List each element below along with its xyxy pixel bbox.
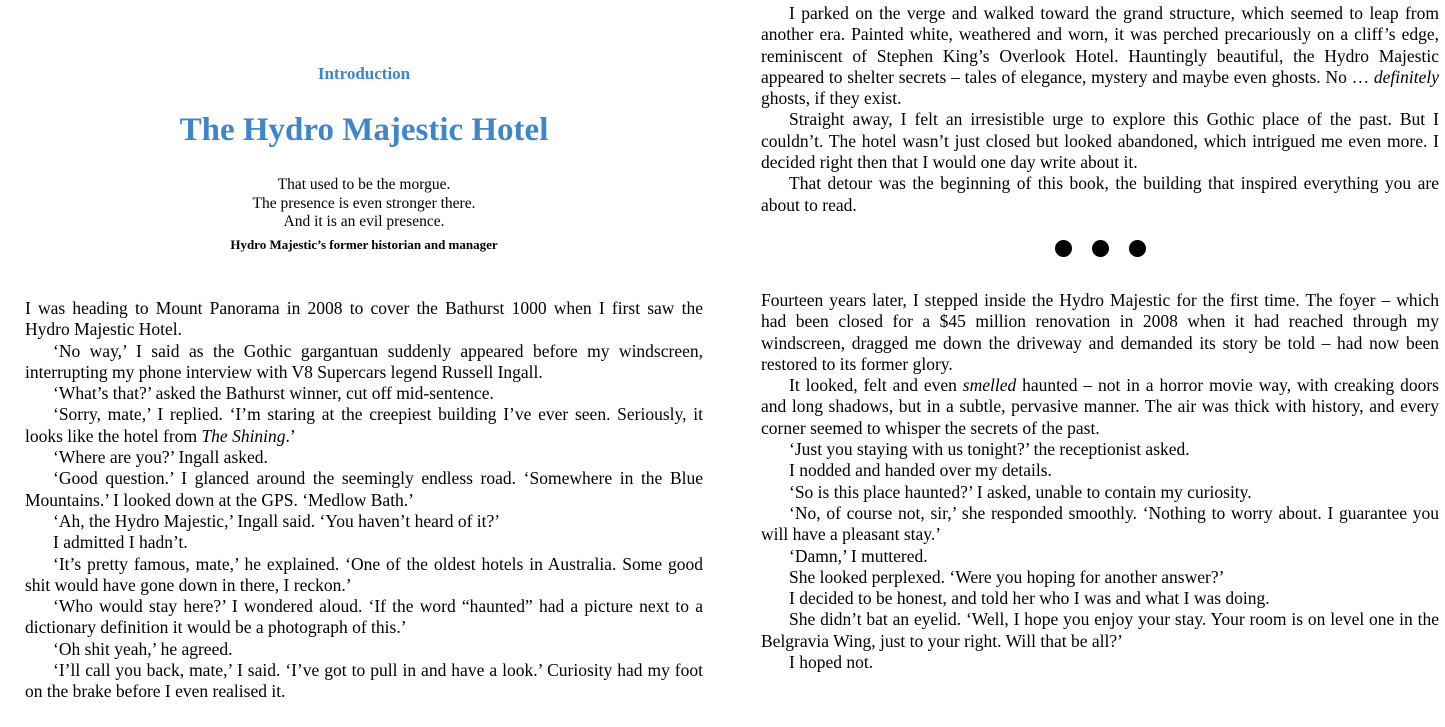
paragraph: She didn’t bat an eyelid. ‘Well, I hope you enjoy your stay. Your room is on level one in the Belgravia Wing, just to your right. Will that be all?’ bbox=[761, 609, 1439, 651]
paragraph-text: ghosts, if they exist. bbox=[761, 88, 902, 109]
paragraph: I hoped not. bbox=[789, 652, 874, 673]
paragraph-text: haunted – not in a horror movie way, with creaking doors and long shadows, but in a subtle, pervasive manner. The air was thick with history, and every corner seemed to whisper the secrets of the past. bbox=[761, 375, 1439, 438]
paragraph: That detour was the beginning of this book, the building that inspired everything you are about to read. bbox=[761, 173, 1439, 215]
paragraph: ‘Good question.’ I glanced around the seemingly endless road. ‘Somewhere in the Blue Mountains.’ I looked down at the GPS. ‘Medlow Bath.’ bbox=[25, 468, 703, 510]
left-body-text bbox=[25, 298, 703, 703]
scene-break-dot bbox=[1055, 240, 1072, 257]
paragraph bbox=[761, 375, 1439, 439]
emphasis: definitely bbox=[1373, 66, 1439, 87]
paragraph: I was heading to Mount Panorama in 2008 to cover the Bathurst 1000 when I first saw the Hydro Majestic Hotel. bbox=[25, 298, 703, 340]
paragraph bbox=[25, 404, 703, 447]
paragraph: ‘Where are you?’ Ingall asked. bbox=[53, 447, 268, 468]
epigraph bbox=[25, 176, 703, 254]
scene-break-dot bbox=[1129, 240, 1146, 257]
paragraph: Fourteen years later, I stepped inside the Hydro Majestic for the first time. The foyer – which had been closed for a $45 million renovation in 2008 when it had reached through my windscreen, dragged me down the driveway and demanded its story be told – had now been restored to its former glory. bbox=[761, 290, 1439, 374]
emphasis: smelled bbox=[962, 375, 1017, 396]
right-body-text-bottom bbox=[761, 290, 1439, 673]
paragraph-text: It looked, felt and even bbox=[789, 375, 963, 396]
paragraph: She looked perplexed. ‘Were you hoping for another answer?’ bbox=[789, 566, 1225, 587]
epigraph-attribution: Hydro Majestic’s former historian and manager bbox=[230, 236, 498, 252]
paragraph: ‘It’s pretty famous, mate,’ he explained. ‘One of the oldest hotels in Australia. Some good shit would have gone down in there, I reckon.’ bbox=[25, 553, 703, 595]
scene-break-dot bbox=[1092, 240, 1109, 257]
book-title: The Shining bbox=[201, 425, 286, 446]
paragraph: ‘Damn,’ I muttered. bbox=[789, 545, 928, 566]
paragraph bbox=[761, 3, 1439, 109]
epigraph-line: And it is an evil presence. bbox=[283, 213, 445, 230]
paragraph: ‘No, of course not, sir,’ she responded smoothly. ‘Nothing to worry about. I guarantee you will have a pleasant stay.’ bbox=[761, 502, 1439, 545]
paragraph-text: ‘Sorry, mate,’ I replied. ‘I’m staring at the creepiest building I’ve ever seen. Seriously, it looks like the hotel from bbox=[25, 404, 703, 446]
paragraph: ‘So is this place haunted?’ I asked, unable to contain my curiosity. bbox=[789, 481, 1252, 502]
paragraph-text: I parked on the verge and walked toward the grand structure, which seemed to leap from another era. Painted white, weathered and worn, it was perched precariously on a cliff’s edge, reminiscent of Stephen King’s Overlook Hotel. Hauntingly beautiful, the Hydro Majestic appeared to shelter secrets – tales of elegance, mystery and maybe even ghosts. No … bbox=[761, 3, 1439, 87]
epigraph-line: The presence is even stronger there. bbox=[252, 194, 476, 212]
epigraph-line: That used to be the morgue. bbox=[277, 176, 451, 193]
right-body-text-top bbox=[761, 3, 1439, 216]
paragraph: ‘Ah, the Hydro Majestic,’ Ingall said. ‘You haven’t heard of it?’ bbox=[53, 510, 501, 531]
paragraph: ‘I’ll call you back, mate,’ I said. ‘I’ve got to pull in and have a look.’ Curiosity had my foot on the brake before I even realised it. bbox=[25, 660, 703, 702]
paragraph: ‘No way,’ I said as the Gothic gargantuan suddenly appeared before my windscreen, interrupting my phone interview with V8 Supercars legend Russell Ingall. bbox=[25, 340, 703, 382]
paragraph: I decided to be honest, and told her who I was and what I was doing. bbox=[789, 588, 1270, 609]
chapter-title: The Hydro Majestic Hotel bbox=[179, 112, 549, 148]
paragraph: ‘Oh shit yeah,’ he agreed. bbox=[53, 638, 233, 659]
chapter-label: Introduction bbox=[317, 64, 411, 83]
paragraph: ‘Who would stay here?’ I wondered aloud. ‘If the word “haunted” had a picture next to a dictionary definition it would be a photograph of this.’ bbox=[25, 596, 703, 638]
paragraph: I nodded and handed over my details. bbox=[789, 460, 1052, 481]
paragraph: Straight away, I felt an irresistible urge to explore this Gothic place of the past. But I couldn’t. The hotel wasn’t just closed but looked abandoned, which intrigued me even more. I decided right then that I would one day write about it. bbox=[761, 109, 1439, 173]
paragraph: ‘Just you staying with us tonight?’ the receptionist asked. bbox=[789, 439, 1190, 460]
paragraph-text: .’ bbox=[285, 425, 296, 446]
paragraph: I admitted I hadn’t. bbox=[53, 532, 188, 553]
scene-break bbox=[761, 240, 1439, 257]
paragraph: ‘What’s that?’ asked the Bathurst winner, cut off mid-sentence. bbox=[53, 383, 494, 404]
